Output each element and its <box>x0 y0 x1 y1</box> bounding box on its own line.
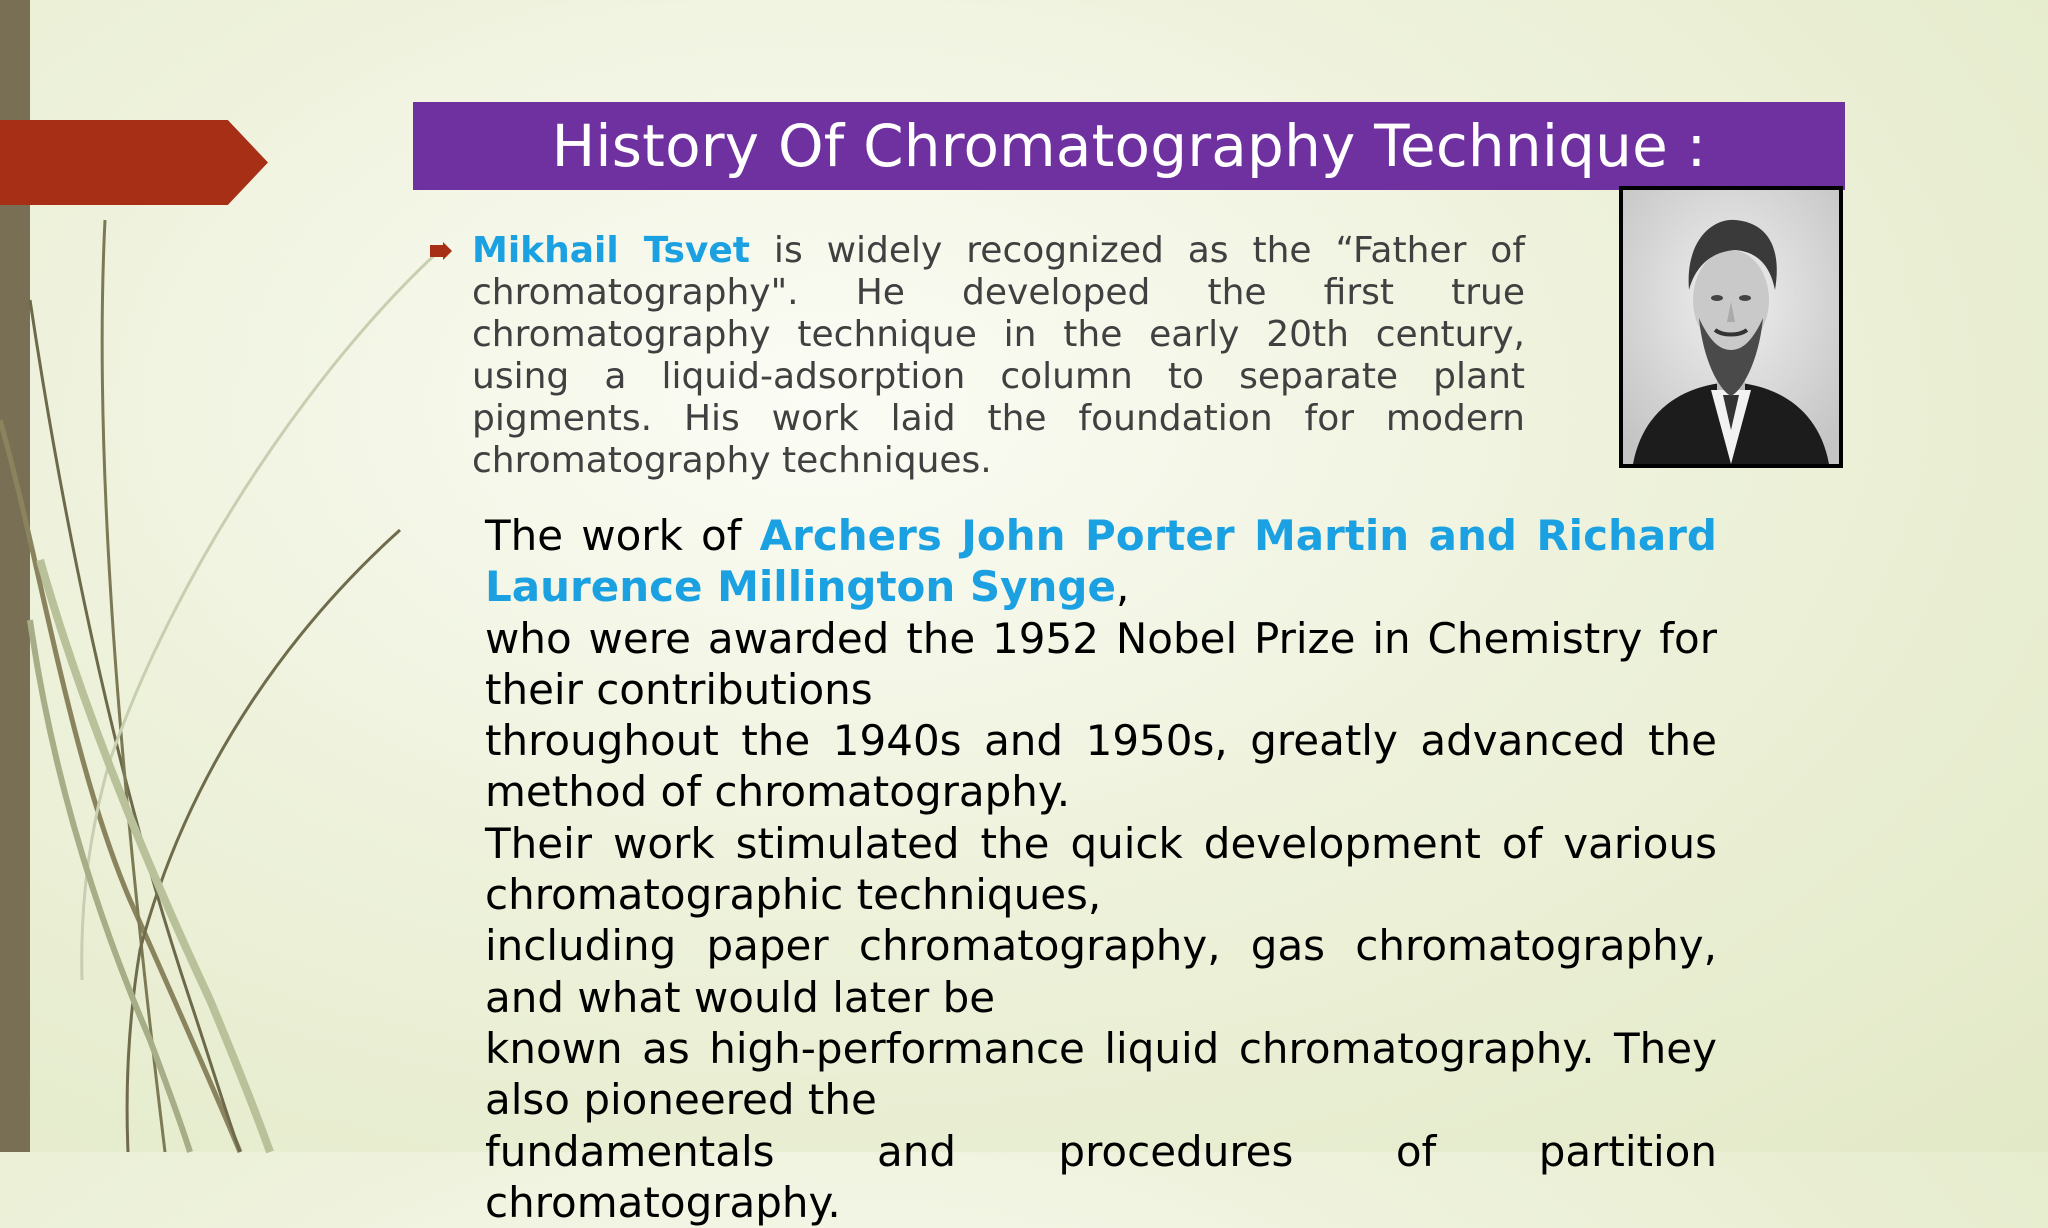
body-line: including paper chromatography, gas chromatography, and what would later be <box>485 921 1717 1022</box>
accent-arrow-tab <box>0 120 268 205</box>
bullet-body: is widely recognized as the “Father of chromatography". He developed the first true chromatography technique in the early 20th century, using a liquid-adsorption column to separate plant pigments. His work laid the foundation for modern chromatography techniques. <box>472 230 1525 481</box>
title-bar <box>413 102 1845 190</box>
body-line: fundamentals and procedures of partition chromatography. <box>485 1126 1717 1227</box>
bullet-name: Mikhail Tsvet <box>472 230 751 271</box>
portrait-image <box>1619 186 1843 468</box>
bullet-text <box>472 230 1525 482</box>
body-line: throughout the 1940s and 1950s, greatly advanced the method of chromatography. <box>485 716 1717 817</box>
body-comma: , <box>1115 562 1130 612</box>
body-paragraph <box>485 510 1717 1228</box>
body-line: known as high-performance liquid chromatography. They also pioneered the <box>485 1023 1717 1125</box>
body-intro: The work of <box>485 511 760 560</box>
body-line: who were awarded the 1952 Nobel Prize in Chemistry for their contributions <box>485 613 1717 714</box>
arrow-bullet-icon <box>430 242 452 260</box>
bullet-item <box>430 230 1525 482</box>
body-names: Archers John Porter Martin and Richard Laurence Millington Synge <box>485 511 1717 612</box>
slide-title: History Of Chromatography Technique : <box>551 112 1707 180</box>
body-intro-line <box>485 510 1717 613</box>
body-line: Their work stimulated the quick development of various chromatographic techniques, <box>485 818 1717 920</box>
